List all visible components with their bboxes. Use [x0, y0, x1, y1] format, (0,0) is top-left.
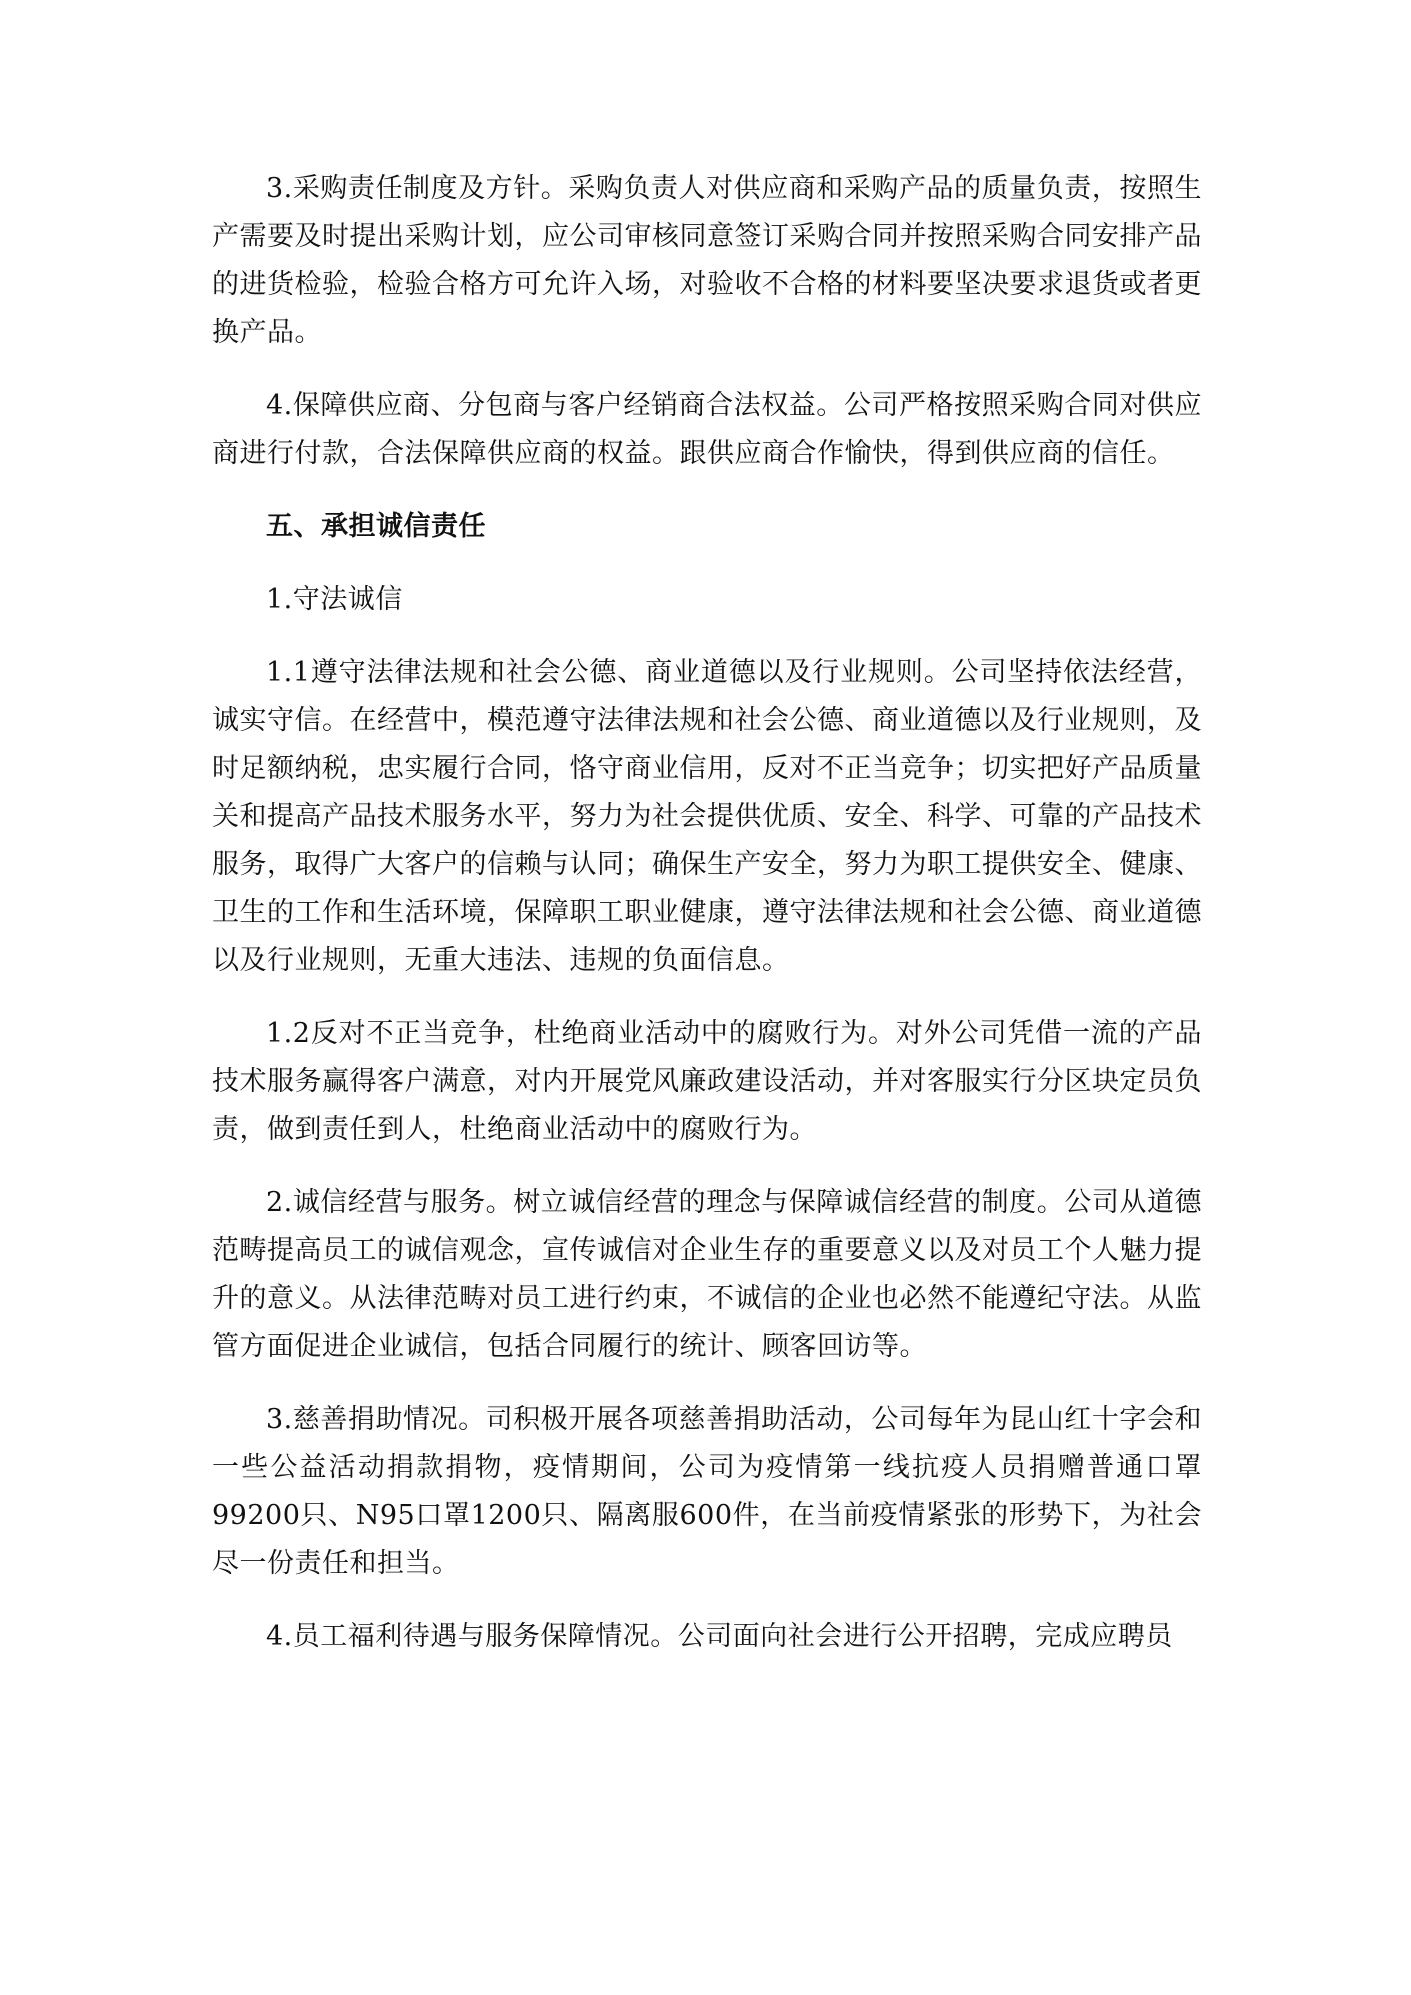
document-body	[212, 165, 1202, 1661]
section-heading-integrity: 五、承担诚信责任	[266, 511, 486, 542]
paragraph-charity: 3.慈善捐助情况。司积极开展各项慈善捐助活动，公司每年为昆山红十字会和一些公益活动捐款捐物，疫情期间，公司为疫情第一线抗疫人员捐赠普通口罩 99200只、N95口罩1200只、隔离服600件，在当前疫情紧张的形势下，为社会尽一份责任和担当。	[212, 1404, 1202, 1579]
subheading-law-abiding: 1.守法诚信	[266, 584, 403, 615]
paragraph-anti-corruption: 1.2反对不正当竞争，杜绝商业活动中的腐败行为。对外公司凭借一流的产品技术服务赢得客户满意，对内开展党风廉政建设活动，并对客服实行分区块定员负责，做到责任到人，杜绝商业活动中的腐败行为。	[212, 1018, 1202, 1145]
paragraph-supplier-rights: 4.保障供应商、分包商与客户经销商合法权益。公司严格按照采购合同对供应商进行付款，合法保障供应商的权益。跟供应商合作愉快，得到供应商的信任。	[212, 390, 1202, 469]
paragraph-integrity-service: 2.诚信经营与服务。树立诚信经营的理念与保障诚信经营的制度。公司从道德范畴提高员工的诚信观念，宣传诚信对企业生存的重要意义以及对员工个人魅力提升的意义。从法律范畴对员工进行约束，不诚信的企业也必然不能遵纪守法。从监管方面促进企业诚信，包括合同履行的统计、顾客回访等。	[212, 1187, 1202, 1362]
paragraph-law-compliance: 1.1遵守法律法规和社会公德、商业道德以及行业规则。公司坚持依法经营，诚实守信。在经营中，模范遵守法律法规和社会公德、商业道德以及行业规则，及时足额纳税，忠实履行合同，恪守商业信用，反对不正当竞争；切实把好产品质量关和提高产品技术服务水平，努力为社会提供优质、安全、科学、可靠的产品技术服务，取得广大客户的信赖与认同；确保生产安全，努力为职工提供安全、健康、卫生的工作和生活环境，保障职工职业健康，遵守法律法规和社会公德、商业道德以及行业规则，无重大违法、违规的负面信息。	[212, 657, 1202, 976]
paragraph-procurement-policy: 3.采购责任制度及方针。采购负责人对供应商和采购产品的质量负责，按照生产需要及时提出采购计划，应公司审核同意签订采购合同并按照采购合同安排产品的进货检验，检验合格方可允许入场，对验收不合格的材料要坚决要求退货或者更换产品。	[212, 173, 1202, 348]
paragraph-employee-welfare: 4.员工福利待遇与服务保障情况。公司面向社会进行公开招聘，完成应聘员	[266, 1621, 1173, 1652]
